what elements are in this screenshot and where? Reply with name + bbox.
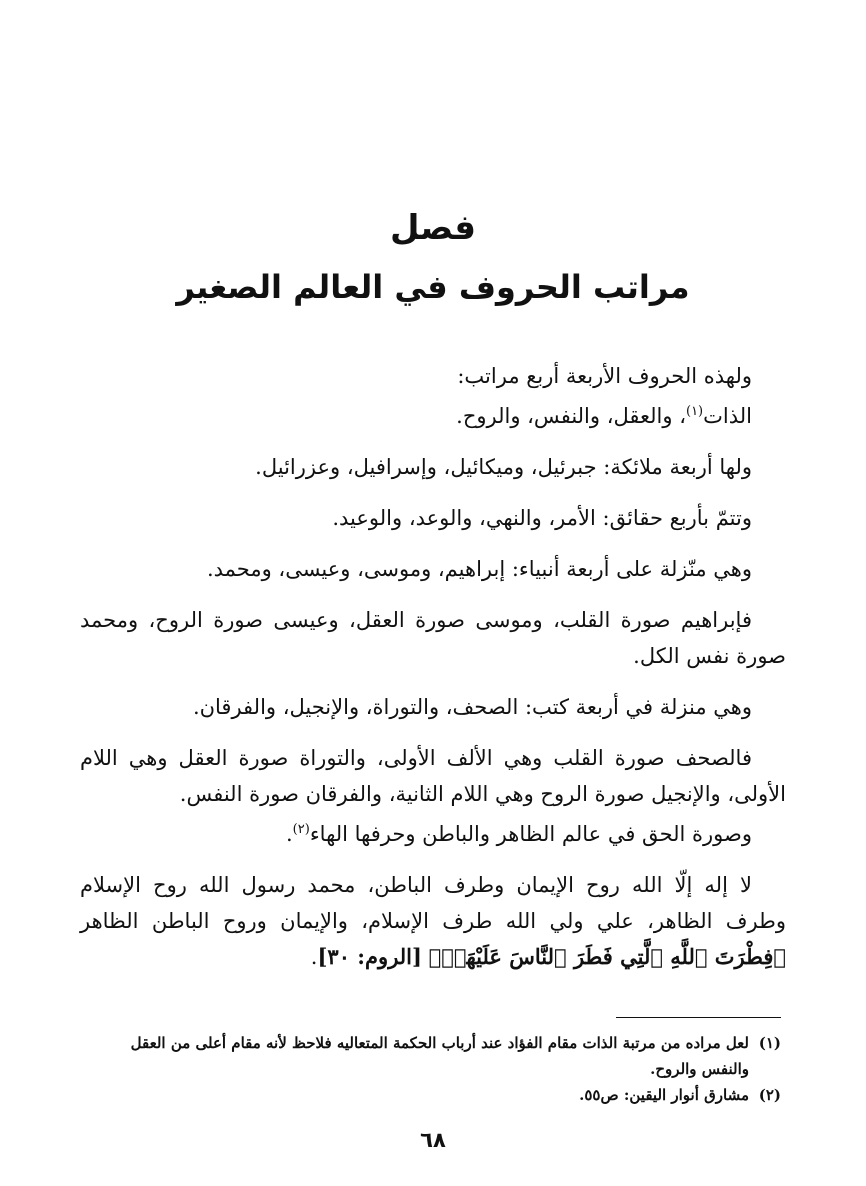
footnote-number: (١)	[758, 1034, 781, 1052]
text-run: .	[310, 945, 318, 969]
paragraph	[80, 398, 786, 434]
paragraph: فإبراهيم صورة القلب، وموسى صورة العقل، وعيسى صورة الروح، ومحمد صورة نفس الكل.	[80, 608, 786, 668]
paragraph: فالصحف صورة القلب وهي الألف الأولى، والتوراة صورة العقل وهي اللام الأولى، والإنجيل صورة الروح وهي اللام الثانية، والفرقان صورة النفس.	[80, 746, 786, 806]
text-run: ، والعقل، والنفس، والروح.	[456, 404, 686, 428]
paragraph	[80, 867, 786, 975]
paragraph: وهي منّزلة على أربعة أنبياء: إبراهيم، وموسى، وعيسى، ومحمد.	[206, 557, 752, 581]
paragraph: وهي منزلة في أربعة كتب: الصحف، والتوراة، والإنجيل، والفرقان.	[192, 695, 752, 719]
footnote-text: لعل مراده من مرتبة الذات مقام الفؤاد عند أرباب الحكمة المتعاليه فلاحظ لأنه مقام أعلى من العقل والنفس والروح.	[130, 1034, 749, 1078]
verse-citation: [الروم: ٣٠]	[317, 944, 422, 969]
footnote	[80, 1082, 781, 1108]
chapter-title: فصل	[389, 208, 477, 248]
text-run: الذات	[703, 404, 752, 428]
paragraph	[80, 816, 786, 852]
footnote-divider	[616, 1017, 781, 1018]
footnote-ref[interactable]: (٢)	[292, 822, 310, 837]
footnote-ref[interactable]: (١)	[685, 404, 704, 419]
paragraph: ولهذه الحروف الأربعة أربع مراتب:	[457, 364, 752, 388]
quran-verse: ﴿فِطْرَتَ ٱللَّهِ ٱلَّتِي فَطَرَ ٱلنَّاسَ عَلَيْهَاۚ﴾	[428, 944, 786, 969]
chapter-subtitle: مراتب الحروف في العالم الصغير	[176, 268, 690, 306]
paragraph: ولها أربعة ملائكة: جبرئيل، وميكائيل، وإسرافيل، وعزرائيل.	[255, 455, 752, 479]
footnote-text: مشارق أنوار اليقين: ص٥٥.	[579, 1086, 749, 1104]
footnote	[80, 1030, 781, 1082]
text-run: لا إله إلّا الله روح الإيمان وطرف الباطن، محمد رسول الله روح الإسلام وطرف الظاهر، علي ولي الله طرف الإسلام، والإيمان وروح الباطن الظاهر	[80, 873, 786, 933]
text-run: .	[285, 822, 293, 846]
paragraph: وتتمّ بأربع حقائق: الأمر، والنهي، والوعد، والوعيد.	[332, 506, 752, 530]
footnote-number: (٢)	[758, 1086, 781, 1104]
footnotes	[80, 1030, 781, 1108]
page-number: ٦٨	[420, 1128, 446, 1152]
text-run: وصورة الحق في عالم الظاهر والباطن وحرفها الهاء	[309, 822, 752, 846]
body-text	[80, 358, 786, 990]
